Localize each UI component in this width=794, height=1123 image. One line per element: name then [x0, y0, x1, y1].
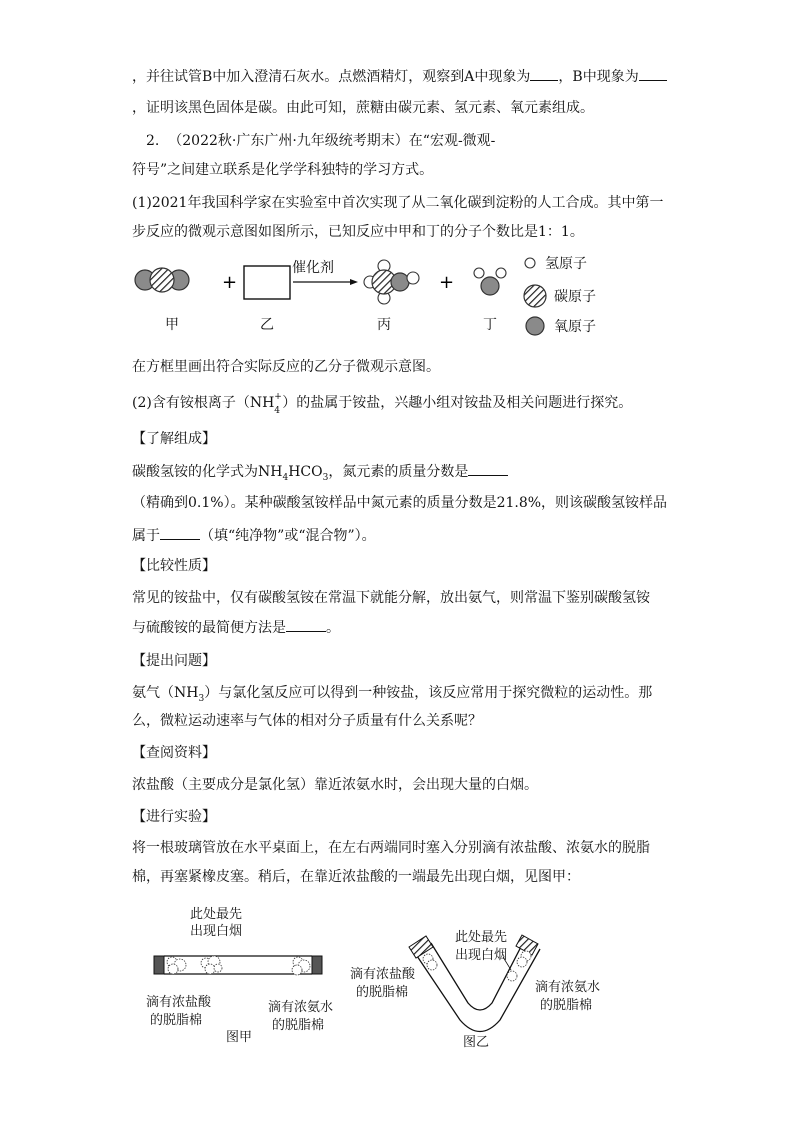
- intro-line-2: ，证明该黑色固体是碳。由此可知，蔗糖由碳元素、氢元素、氧元素组成。: [132, 100, 594, 116]
- intro-text-b: ，B中现象为: [558, 69, 639, 85]
- yi-left-label-2: 的脱脂棉: [356, 985, 409, 1000]
- white-smoke-jia: [201, 956, 222, 974]
- composition-text-b: HCO: [288, 464, 323, 480]
- cotton-right: [292, 957, 310, 975]
- yi-left-label-1: 滴有浓盐酸: [350, 967, 416, 982]
- draw-instruction: 在方框里画出符合实际反应的乙分子微观示意图。: [132, 359, 440, 375]
- legend-oxygen-symbol: [526, 317, 544, 335]
- jia-top-label-2: 出现白烟: [190, 924, 243, 939]
- jia-right-label-2: 的脱脂棉: [272, 1018, 325, 1033]
- experiment-line-2: 棉，再塞紧橡皮塞。稍后，在靠近浓盐酸的一端最先出现白烟，见图甲：: [132, 869, 580, 885]
- question-text-b: ）与氯化氢反应可以得到一种铵盐，该反应常用于探究微粒的运动性。那: [204, 685, 653, 701]
- composition-text-c: ，氮元素的质量分数是: [328, 464, 469, 480]
- molecule-yi-box[interactable]: [244, 266, 290, 299]
- label-bing: 丙: [377, 317, 391, 333]
- question-source: （2022秋·广东广州·九年级统考期末）在“宏观-微观-: [168, 133, 496, 149]
- answer-blank-purity[interactable]: [160, 525, 200, 540]
- intro-text-a: ，并往试管B中加入澄清石灰水。点燃酒精灯，观察到A中现象为: [132, 69, 531, 85]
- question-number: 2.: [146, 133, 160, 149]
- experiment-line-1: 将一根玻璃管放在水平桌面上，在左右两端同时塞入分别滴有浓盐酸、浓氨水的脱脂: [132, 840, 650, 856]
- reaction-arrow-head: [350, 279, 358, 285]
- catalyst-label: 催化剂: [292, 260, 334, 276]
- jia-caption: 图甲: [226, 1030, 253, 1045]
- properties-line-2: [132, 617, 340, 638]
- answer-blank-nitrogen[interactable]: [468, 461, 508, 476]
- white-smoke-yi: [507, 971, 517, 981]
- ammonium-charge: [274, 392, 282, 416]
- legend-carbon-symbol: [524, 285, 546, 307]
- tube-horizontal-svg: [150, 945, 330, 985]
- question-line-1: [132, 683, 652, 709]
- question-text-a: 氨气（NH: [132, 685, 199, 701]
- molecule-jia: [135, 268, 189, 292]
- intro-line-1: [132, 66, 667, 87]
- properties-heading: 【比较性质】: [132, 558, 216, 574]
- jia-top-label-1: 此处最先: [190, 907, 243, 922]
- legend-hydrogen: 氢原子: [545, 256, 587, 272]
- yi-top-label-2: 出现白烟: [455, 948, 508, 963]
- reference-heading: 【查阅资料】: [132, 745, 216, 761]
- label-yi: 乙: [260, 317, 274, 333]
- composition-text-a: 碳酸氢铵的化学式为NH: [132, 464, 283, 480]
- jia-right-label-1: 滴有浓氨水: [268, 1000, 334, 1015]
- stopper-left: [154, 956, 164, 974]
- experiment-heading: 【进行实验】: [132, 809, 216, 825]
- composition-line-1: [132, 461, 508, 488]
- part2-line: [132, 392, 633, 416]
- part2-text-b: ）的盐属于铵盐，兴趣小组对铵盐及相关问题进行探究。: [282, 395, 633, 411]
- composition-heading: 【了解组成】: [132, 431, 216, 447]
- ion-superscript: +: [274, 392, 282, 402]
- composition-line-3: [132, 525, 376, 546]
- question-line-2: 么，微粒运动速率与气体的相对分子质量有什么关系呢？: [132, 713, 482, 729]
- stopper-right: [312, 956, 322, 974]
- formula-subscript-1: 4: [282, 472, 289, 483]
- yi-right-label-2: 的脱脂棉: [540, 998, 593, 1013]
- question-2-header: [146, 131, 495, 151]
- part2-text-a: (2)含有铵根离子（NH: [132, 395, 275, 411]
- cotton-left: [167, 957, 186, 974]
- question-2-source-cont: 符号”之间建立联系是化学学科独特的学习方式。: [132, 162, 434, 178]
- question-heading: 【提出问题】: [132, 653, 216, 669]
- molecule-bing: [364, 260, 419, 304]
- plus-sign-2: +: [439, 272, 455, 293]
- ion-subscript: 4: [274, 406, 281, 416]
- composition-text-e: （填“纯净物”或“混合物”）。: [200, 528, 376, 544]
- nh3-subscript: 3: [198, 693, 205, 704]
- reference-line-1: 浓盐酸（主要成分是氯化氢）靠近浓氨水时，会出现大量的白烟。: [132, 777, 538, 793]
- composition-line-2: （精确到0.1%）。某种碳酸氢铵样品中氮元素的质量分数是21.8%，则该碳酸氢铵样品: [132, 495, 668, 511]
- label-ding: 丁: [483, 317, 497, 333]
- answer-blank-b[interactable]: [639, 66, 667, 81]
- label-jia: 甲: [165, 317, 179, 333]
- figure-jia: [150, 945, 330, 985]
- answer-blank-a[interactable]: [530, 66, 558, 81]
- yi-top-label-1: 此处最先: [455, 930, 508, 945]
- cotton-right-v: [517, 951, 531, 967]
- formula-subscript-2: 3: [322, 472, 329, 483]
- composition-text-d: 属于: [132, 528, 160, 544]
- part1-line-2: 步反应的微观示意图如图所示，已知反应中甲和丁的分子个数比是1：1。: [132, 224, 584, 240]
- plus-sign-1: +: [222, 272, 238, 293]
- legend-hydrogen-symbol: [525, 258, 535, 268]
- jia-left-label-2: 的脱脂棉: [150, 1013, 203, 1028]
- part1-line-1: (1)2021年我国科学家在实验室中首次实现了从二氧化碳到淀粉的人工合成。其中第一: [132, 195, 664, 211]
- yi-right-label-1: 滴有浓氨水: [535, 980, 601, 995]
- molecule-ding: [474, 268, 506, 295]
- properties-text-a: 与硫酸铵的最简便方法是: [132, 620, 286, 636]
- yi-caption: 图乙: [463, 1035, 490, 1050]
- jia-left-label-1: 滴有浓盐酸: [146, 995, 212, 1010]
- legend-oxygen: 氧原子: [554, 319, 596, 335]
- legend-carbon: 碳原子: [554, 289, 596, 305]
- answer-blank-method[interactable]: [286, 617, 326, 632]
- properties-text-b: 。: [326, 620, 340, 636]
- properties-line-1: 常见的铵盐中，仅有碳酸氢铵在常温下就能分解，放出氨气，则常温下鉴别碳酸氢铵: [132, 590, 650, 606]
